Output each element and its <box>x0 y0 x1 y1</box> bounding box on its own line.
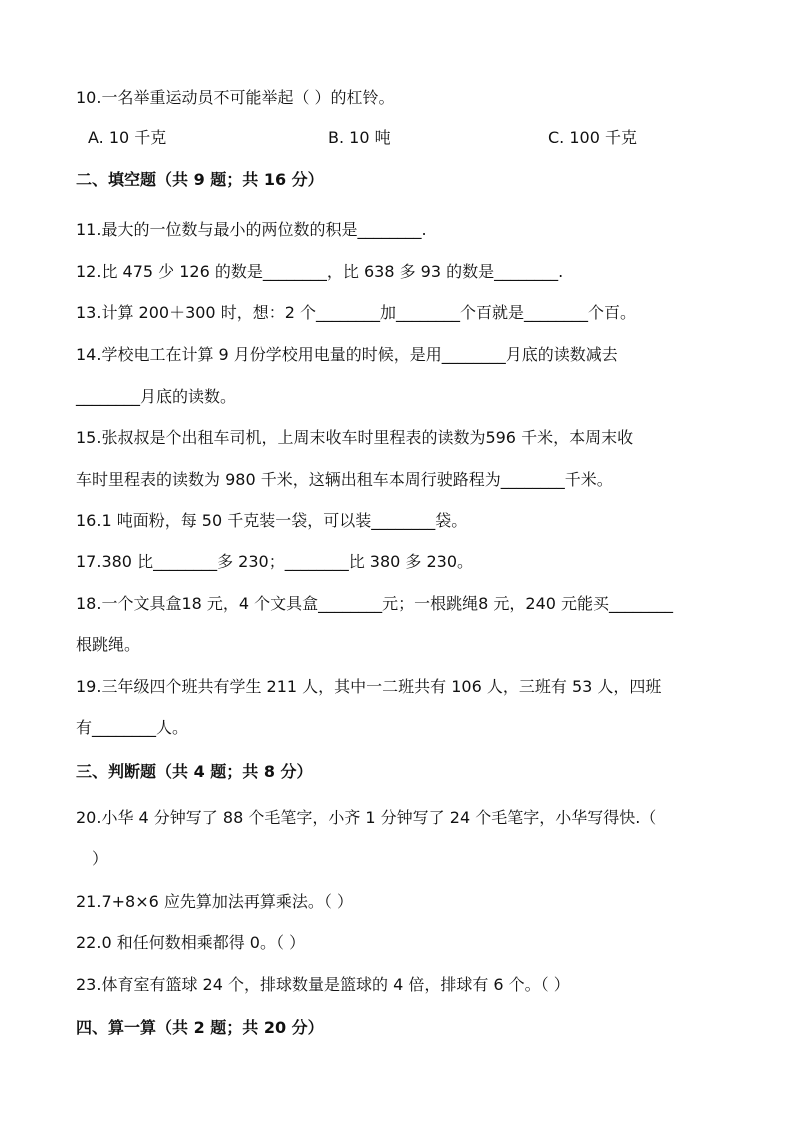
section-calculation-heading: 四、算一算（共 2 题；共 20 分） <box>76 1018 324 1037</box>
question-15-line-2: 车时里程表的读数为 980 千米，这辆出租车本周行驶路程为________千米。 <box>76 470 613 489</box>
question-15-line-1: 15.张叔叔是个出租车司机，上周末收车时里程表的读数为596 千米，本周末收 <box>76 428 634 447</box>
question-11: 11.最大的一位数与最小的两位数的积是________. <box>76 220 427 239</box>
question-14-line-1: 14.学校电工在计算 9 月份学校用电量的时候，是用________月底的读数减去 <box>76 345 618 364</box>
question-13: 13.计算 200＋300 时，想：2 个________加________个百就是________个百。 <box>76 303 636 322</box>
section-true-false-heading: 三、判断题（共 4 题；共 8 分） <box>76 762 313 781</box>
question-17: 17.380 比________多 230；________比 380 多 230。 <box>76 552 474 571</box>
question-10: 10.一名举重运动员不可能举起（ ）的杠铃。 <box>76 88 395 107</box>
question-22: 22.0 和任何数相乘都得 0。（ ） <box>76 933 306 952</box>
question-10-option-c: C. 100 千克 <box>548 128 637 147</box>
question-20-line-2: ） <box>92 849 109 868</box>
question-12: 12.比 475 少 126 的数是________，比 638 多 93 的数是________. <box>76 262 564 281</box>
question-10-option-b: B. 10 吨 <box>328 128 391 147</box>
question-14-line-2: ________月底的读数。 <box>76 387 237 406</box>
question-18-line-2: 根跳绳。 <box>76 635 141 654</box>
question-20-line-1: 20.小华 4 分钟写了 88 个毛笔字，小齐 1 分钟写了 24 个毛笔字，小华写得快.（ <box>76 808 657 827</box>
section-fill-in-heading: 二、填空题（共 9 题；共 16 分） <box>76 170 324 189</box>
question-19-line-2: 有________人。 <box>76 718 189 737</box>
question-16: 16.1 吨面粉，每 50 千克装一袋，可以装________袋。 <box>76 511 468 530</box>
question-19-line-1: 19.三年级四个班共有学生 211 人，其中一二班共有 106 人，三班有 53 人，四班 <box>76 677 662 696</box>
question-10-option-a: A. 10 千克 <box>88 128 167 147</box>
question-18-line-1: 18.一个文具盒18 元，4 个文具盒________元；一根跳绳8 元，240 元能买________ <box>76 594 674 613</box>
question-21: 21.7+8×6 应先算加法再算乘法。（ ） <box>76 892 353 911</box>
question-23: 23.体育室有篮球 24 个，排球数量是篮球的 4 倍，排球有 6 个。（ ） <box>76 975 570 994</box>
